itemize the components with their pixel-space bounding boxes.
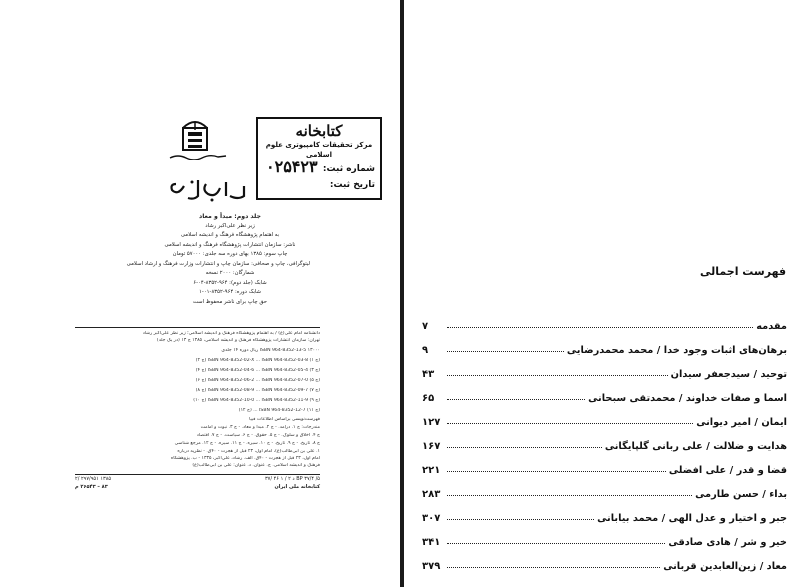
emblem-caption-glyph <box>168 154 228 160</box>
contents-item-title: توحید / سیدجعفر سیدان <box>670 368 787 380</box>
cataloging-record <box>75 327 320 475</box>
contents-item[interactable] <box>422 340 787 360</box>
contents-item-page: ۶۵ <box>422 392 435 404</box>
dot-leader <box>447 556 660 568</box>
cataloging-line: (ج ۳) ISBN 964-8352-04-6 ... ISBN 964-8352-05-4 (ج ۴) <box>195 368 320 373</box>
contents-item-page: ۲۸۳ <box>422 488 441 500</box>
credit-line: جلد دوم: مبدأ و معاد <box>199 213 261 220</box>
contents-item-page: ۳۴۱ <box>422 536 441 548</box>
cataloging-line: فهرست‌نویسی براساس اطلاعات فیپا <box>249 417 320 422</box>
contents-title: فهرست اجمالی <box>700 265 787 278</box>
contents-item[interactable] <box>422 532 787 552</box>
contents-item-title: اسما و صفات خداوند / محمدتقی سبحانی <box>588 392 787 404</box>
cataloging-line: امام اول، ۲۳ قبل از هجرت - ۴۰ق. الف. رشاد، علی‌اکبر، ۱۳۳۵ - ب. پژوهشگاه <box>170 456 320 461</box>
stamp-registration-number: ۰۲۵۴۲۳ <box>266 157 318 176</box>
contents-item-page: ۱۶۷ <box>422 440 441 452</box>
emblem-icon <box>180 118 210 152</box>
credit-line: چاپ سوم: ۱۳۸۵ بهای دوره سه جلدی: ۵۷۰۰۰ تومان <box>172 251 288 257</box>
dot-leader <box>447 532 665 544</box>
cataloging-line: (ج ۹) ISBN 964-8352-10-0 ... ISBN 964-8352-11-9 (ج ۱۰) <box>193 398 320 403</box>
dot-leader <box>447 484 692 496</box>
dot-leader <box>447 436 602 448</box>
cataloging-code: BP ۳۷/۴ /۵ د ۲ / ۱ ۴۶ /۳۷ <box>264 476 320 482</box>
right-page-contents <box>404 0 802 587</box>
stamp-date-label: تاریخ ثبت: <box>329 180 375 190</box>
contents-item[interactable] <box>422 484 787 504</box>
contents-item[interactable] <box>422 388 787 408</box>
credit-line: حق چاپ برای ناشر محفوظ است <box>192 298 268 305</box>
credit-line: ناشر: سازمان انتشارات پژوهشگاه فرهنگ و اندیشه اسلامی <box>164 241 296 248</box>
cataloging-line: (ج ۵) ISBN 964-8352-06-2 ... ISBN 964-8352-07-0 (ج ۶) <box>195 378 320 383</box>
contents-item-page: ۹ <box>422 344 429 356</box>
contents-item[interactable] <box>422 508 787 528</box>
contents-item-title: بداء / حسن طارمی <box>695 488 787 500</box>
contents-item[interactable] <box>422 316 787 336</box>
stamp-title: کتابخانه <box>295 122 343 140</box>
dot-leader <box>447 364 668 376</box>
contents-item-title: معاد / زین‌العابدین قربانی <box>663 560 787 572</box>
contents-item-page: ۴۳ <box>422 368 435 380</box>
contents-item-page: ۱۲۷ <box>422 416 441 428</box>
contents-item-page: ۳۷۹ <box>422 560 441 572</box>
dot-leader <box>447 412 693 424</box>
left-page-imprint <box>0 0 400 587</box>
cataloging-line: تهران: سازمان انتشارات پژوهشگاه فرهنگ و اندیشه اسلامی، ۱۳۸۵ ج ۱۳ (در یک جلد) <box>156 338 320 343</box>
contents-item-page: ۲۲۱ <box>422 464 441 476</box>
cataloging-class: ۱۳۸۵ ۲۹۷/۹۵۱ /۲ <box>75 476 112 482</box>
contents-item-title: برهان‌های اثبات وجود خدا / محمد محمدرضایی <box>566 344 787 356</box>
credit-line: شابک (جلد دوم): ۹۶۴-۸۳۵۲-۰۴-۶ <box>193 279 267 286</box>
credit-line: لیتوگرافی، چاپ و صحافی: سازمان چاپ و انتشارات وزارت فرهنگ و ارشاد اسلامی <box>126 260 310 267</box>
contents-item[interactable] <box>422 460 787 480</box>
library-stamp <box>256 117 382 200</box>
national-library-number: ۸۳ – ۲۶۵۴۳ م <box>75 484 108 490</box>
imprint-credits <box>126 212 310 307</box>
cataloging-line: (ج ۷) ISBN 964-8352-08-9 ... ISBN 964-8352-09-7 (ج ۸) <box>195 388 320 393</box>
national-library-label: کتابخانه ملی ایران <box>274 484 320 490</box>
encyclopedia-logo-icon <box>168 176 248 204</box>
cataloging-line: فرهنگ و اندیشه اسلامی. ج. عنوان. د. عنوان: علی بن ابی‌طالب(ع) <box>192 463 320 468</box>
contents-item-page: ۳۰۷ <box>422 512 441 524</box>
credit-line: شمارگان: ۲۰۰۰ نسخه <box>205 270 255 276</box>
dot-leader <box>447 388 585 400</box>
contents-item[interactable] <box>422 412 787 432</box>
cataloging-line: ج ۸. تاریخ. - ج ۹. تاریخ. - ج ۱۰. سیره. - ج ۱۱. سیره. - ج ۱۲. مرجع شناسی <box>174 441 320 446</box>
contents-item-title: هدایت و ضلالت / علی ربانی گلپایگانی <box>604 440 787 452</box>
cataloging-line: دانشنامه امام علی(ع) / به اهتمام پژوهشگاه فرهنگ و اندیشه اسلامی؛ زیر نظر علی‌اکبر رشاد <box>142 331 320 336</box>
contents-item-title: مقدمه <box>756 320 787 332</box>
cataloging-line: ج ۴. اخلاق و سلوک. - ج ۵. حقوق. - ج ۶. سیاست. - ج ۷. اقتصاد <box>196 433 320 438</box>
cataloging-line: مندرجات: ج ۱. درآمد. - ج ۲. مبدأ و معاد. - ج ۳. نبوت و امامت <box>200 425 320 430</box>
stamp-organization: مرکز تحقیقات کامپیوتری علوم اسلامی <box>265 141 373 159</box>
contents-item-title: قضا و قدر / علی افضلی <box>668 464 787 476</box>
contents-item-title: خیر و شر / هادی صادقی <box>668 536 787 548</box>
cataloging-line: (ج ۱) ISBN 964-8352-02-X ... ISBN 964-8352-03-8 (ج ۲) <box>195 358 320 363</box>
credit-line: زیر نظر علی‌اکبر رشاد <box>205 222 255 229</box>
contents-item-title: ایمان / امیر دیوانی <box>696 416 787 428</box>
dot-leader <box>447 508 594 520</box>
cataloging-footer <box>75 475 320 491</box>
contents-item-page: ۷ <box>422 320 429 332</box>
contents-item[interactable] <box>422 556 787 576</box>
contents-item[interactable] <box>422 436 787 456</box>
contents-item[interactable] <box>422 364 787 384</box>
credit-line: به اهتمام پژوهشگاه فرهنگ و اندیشه اسلامی <box>180 232 280 238</box>
cataloging-line: ISBN 964-8352-13-5 ۱۳۰۰۰ ریال دوره ۱۴ جلدی <box>221 348 320 353</box>
credit-line: شابک دوره: ۹۶۴-۸۳۵۲-۰۱-۱ <box>199 289 261 295</box>
stamp-registration-label: شماره ثبت: <box>322 164 375 174</box>
dot-leader <box>447 340 564 352</box>
dot-leader <box>447 460 666 472</box>
dot-leader <box>447 316 753 328</box>
cataloging-line: ۱. علی بن ابی‌طالب(ع)، امام اول، ۲۳ قبل از هجرت - ۴۰ق. - نظریه درباره <box>177 449 320 454</box>
contents-item-title: جبر و اختیار و عدل الهی / محمد بیابانی <box>597 512 787 524</box>
cataloging-line: (ج ۱۱) ISBN 964-8352-12-7 ... (ج ۱۲) <box>238 408 320 413</box>
